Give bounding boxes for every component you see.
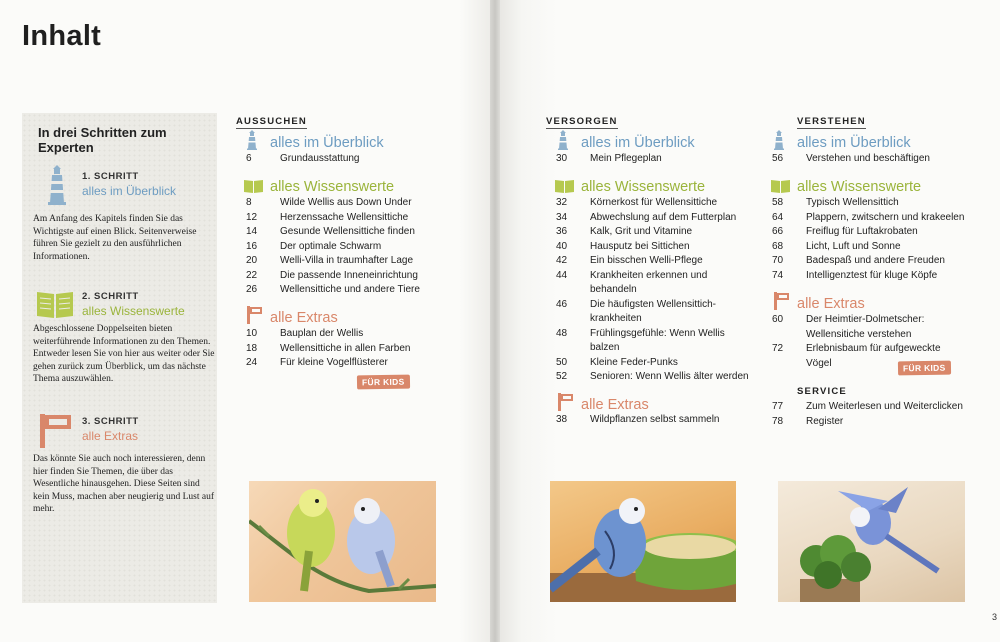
toc-entry-title: Wellensittiche und andere Tiere: [280, 284, 420, 295]
toc-entry-title: Intelligenztest für kluge Köpfe: [806, 269, 938, 281]
toc-page-number: 44: [556, 269, 568, 281]
toc-page-number: 64: [772, 211, 784, 223]
toc-entry-title: Welli-Villa in traumhafter Lage: [280, 255, 414, 266]
open-book-icon: [555, 179, 574, 194]
toc-page-number: 66: [772, 226, 784, 237]
toc-entry-title: Wildpflanzen selbst sammeln: [590, 414, 720, 425]
toc-entry-title: Abwechslung auf dem Futterplan: [590, 211, 737, 223]
toc-entry-title: Der Heimtier-Dolmetscher:: [806, 314, 925, 325]
toc-page-number: 8: [246, 197, 252, 208]
column-heading: VERSTEHEN: [797, 116, 866, 127]
toc-page-number: 16: [246, 240, 258, 252]
toc-entry-title: Ein bisschen Welli-Pflege: [590, 255, 703, 266]
photo-budgie-food-bowl: [550, 481, 736, 602]
toc-entry-title: Kalk, Grit und Vitamine: [590, 226, 693, 237]
toc-page-number: 14: [246, 226, 258, 237]
toc-page-number: 34: [556, 211, 568, 223]
toc-page-number: 18: [246, 342, 258, 354]
open-book-icon: [771, 179, 790, 194]
section-extras: alle Extras: [270, 310, 338, 326]
toc-entry-title: Wilde Wellis aus Down Under: [280, 197, 412, 208]
toc-entry-title: Wellensittiche in allen Farben: [280, 342, 411, 354]
toc-page-number: 24: [246, 357, 258, 368]
toc-page-number: 42: [556, 255, 568, 266]
toc-page-number: 38: [556, 414, 568, 425]
toc-page-number: 46: [556, 298, 568, 310]
column-heading: VERSORGEN: [546, 116, 618, 127]
flag-icon: [558, 393, 573, 411]
section-overview: alles im Überblick: [581, 135, 695, 151]
column-versorgen: [546, 111, 618, 129]
toc-page-number: 40: [556, 240, 568, 252]
service-heading: SERVICE: [797, 386, 847, 397]
toc-page-number: 22: [246, 269, 258, 281]
sidebar-box: [22, 113, 217, 603]
toc-entry-title: Krankheiten erkennen und: [590, 269, 708, 281]
toc-entry-title: Senioren: Wenn Wellis älter werden: [590, 371, 749, 382]
toc-page-number: 72: [772, 343, 784, 354]
toc-entry-title: Herzenssache Wellensittiche: [280, 211, 409, 223]
toc-entry-title: Badespaß und andere Freuden: [806, 255, 945, 266]
step-1-text: Am Anfang des Kapitels finden Sie das Wichtigste auf einen Blick. Seitenverweise führen Sie gezielt zu den ausführlichen Informationen.: [33, 214, 197, 262]
toc-page-number: 70: [772, 255, 784, 266]
step-2-text: Abgeschlossene Doppelseiten bieten weiterführende Informationen zu den Themen. Entweder lesen Sie von hier aus weiter oder Sie gehen zurück zum Überblick, um das nächste Thema auszuwählen.: [33, 324, 215, 384]
photo-budgie-plant: [778, 481, 965, 602]
step-3-name: alle Extras: [82, 429, 139, 443]
toc-entry-title: Zum Weiterlesen und Weiterclicken: [806, 401, 963, 412]
page-title: Inhalt: [22, 20, 102, 52]
toc-page-number: 50: [556, 356, 568, 368]
lighthouse-icon: [773, 130, 785, 150]
open-book-icon: [36, 289, 74, 319]
flag-icon: [774, 292, 789, 310]
kids-badge: FÜR KIDS: [357, 375, 410, 390]
toc-page-number: 52: [556, 371, 568, 382]
flag-icon: [38, 413, 74, 449]
section-extras: alle Extras: [581, 397, 649, 413]
toc-page-number: 77: [772, 401, 784, 412]
toc-entry-title: Licht, Luft und Sonne: [806, 240, 901, 252]
lighthouse-icon: [46, 165, 68, 205]
toc-page-number: 74: [772, 269, 784, 281]
toc-entry-title: Körnerkost für Wellensittiche: [590, 197, 718, 208]
open-book-icon: [244, 179, 263, 194]
toc-entry-title: Erlebnisbaum für aufgeweckte: [806, 343, 941, 354]
page-number: 3: [991, 612, 997, 622]
toc-entry-title: Die häufigsten Wellensittich-: [590, 298, 716, 310]
toc-page-number: 10: [246, 328, 258, 339]
toc-page-number: 32: [556, 197, 568, 208]
column-verstehen: [797, 111, 866, 129]
column-aussuchen: [236, 111, 307, 129]
section-overview: alles im Überblick: [270, 135, 384, 151]
toc-entry-title: Register: [806, 415, 844, 427]
step-3-text: Das könnte Sie auch noch interessieren, denn hier finden Sie Themen, die über das Wesentliche hinausgehen. Diese Seiten sind kein Muss, machen aber neugierig und Lust auf mehr.: [33, 454, 214, 514]
toc-entry-title: Plappern, zwitschern und krakeelen: [806, 211, 965, 223]
section-extras: alle Extras: [797, 296, 865, 312]
toc-entry-title: Frühlingsgefühle: Wenn Wellis: [590, 327, 725, 339]
lighthouse-icon: [246, 130, 258, 150]
toc-entry-title: Bauplan der Wellis: [280, 328, 364, 339]
toc-entry-title: Gesunde Wellensittiche finden: [280, 226, 415, 237]
toc-entry-title: Freiflug für Luftakrobaten: [806, 226, 918, 237]
column-heading: AUSSUCHEN: [236, 116, 307, 127]
toc-page-number: 68: [772, 240, 784, 252]
step-1-name: alles im Überblick: [82, 184, 177, 198]
step-2-label: 2. SCHRITT: [82, 291, 139, 302]
toc-page-number: 12: [246, 211, 258, 223]
section-wissenswerte: alles Wissenswerte: [270, 179, 395, 195]
toc-entry-title: Hausputz bei Sittichen: [590, 240, 690, 252]
lighthouse-icon: [557, 130, 569, 150]
toc-entry-title: Typisch Wellensittich: [806, 197, 899, 208]
photo-two-budgies: [249, 481, 436, 602]
section-overview: alles im Überblick: [797, 135, 911, 151]
kids-badge: FÜR KIDS: [898, 361, 951, 376]
toc-page-number: 36: [556, 226, 568, 237]
toc-page-number: 20: [246, 255, 258, 266]
sidebar-title: In drei Schritten zum Experten: [38, 125, 167, 155]
toc-entry-title: Der optimale Schwarm: [280, 240, 382, 252]
flag-icon: [247, 306, 262, 324]
book-gutter: [490, 0, 500, 642]
toc-entry-title: Kleine Feder-Punks: [590, 356, 678, 368]
toc-page-number: 60: [772, 314, 784, 325]
section-wissenswerte: alles Wissenswerte: [797, 179, 922, 195]
toc-page-number: 78: [772, 415, 784, 427]
toc-page-number: 58: [772, 197, 784, 208]
toc-entry-title: Für kleine Vogelflüsterer: [280, 357, 388, 368]
step-2-name: alles Wissenswerte: [82, 304, 185, 318]
step-3-label: 3. SCHRITT: [82, 416, 139, 427]
section-wissenswerte: alles Wissenswerte: [581, 179, 706, 195]
step-1-label: 1. SCHRITT: [82, 171, 139, 182]
toc-page-number: 26: [246, 284, 258, 295]
toc-page-number: 48: [556, 327, 568, 339]
toc-entry-title: Die passende Inneneinrichtung: [280, 269, 418, 281]
